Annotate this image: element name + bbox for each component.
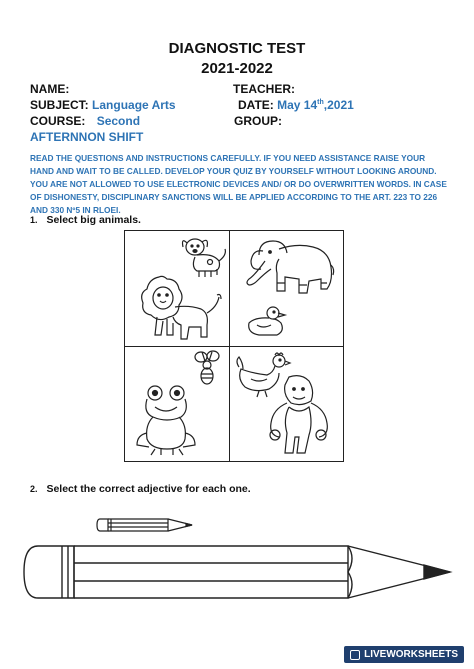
long-pencil-image[interactable] <box>22 538 456 608</box>
question-2-number: 2. <box>30 484 38 494</box>
shift-text: AFTERNNON SHIFT <box>30 130 144 144</box>
liveworksheets-mark-icon <box>350 650 360 660</box>
teacher-field <box>233 82 295 96</box>
group-field <box>234 114 282 128</box>
test-title: DIAGNOSTIC TEST <box>168 40 306 57</box>
grid-divider-horizontal <box>125 346 343 347</box>
question-1 <box>30 214 141 226</box>
school-year: 2021-2022 <box>201 60 273 77</box>
date-value-main: May 14 <box>277 98 318 112</box>
animal-grid <box>124 230 344 462</box>
pencil-long-icon <box>22 538 456 608</box>
subject-field <box>30 98 176 112</box>
date-value-year: ,2021 <box>323 98 354 112</box>
course-value: Second <box>96 114 141 128</box>
subject-label: SUBJECT: <box>30 98 89 112</box>
subject-value: Language Arts <box>92 98 176 112</box>
liveworksheets-logo[interactable] <box>344 646 464 663</box>
pencil-short-icon <box>96 514 198 536</box>
frog-icon <box>131 383 203 457</box>
date-value-sup: th <box>317 99 324 106</box>
bee-icon <box>191 349 225 387</box>
question-2-text: Select the correct adjective for each one. <box>46 483 251 495</box>
lion-icon <box>129 273 225 343</box>
course-label: COURSE: <box>30 114 86 128</box>
date-label: DATE: <box>238 98 274 112</box>
teacher-label: TEACHER: <box>233 82 295 96</box>
duck-icon <box>245 305 289 339</box>
course-field <box>30 114 140 128</box>
gorilla-image[interactable] <box>261 373 337 457</box>
question-1-text: Select big animals. <box>46 214 141 226</box>
elephant-icon <box>235 235 339 301</box>
name-label: NAME: <box>30 82 70 96</box>
gorilla-icon <box>261 373 337 457</box>
question-2 <box>30 483 251 495</box>
frog-image[interactable] <box>131 383 203 457</box>
group-label: GROUP: <box>234 114 282 128</box>
liveworksheets-brand: LIVEWORKSHEETS <box>364 649 458 660</box>
date-value <box>277 98 354 112</box>
short-pencil-image[interactable] <box>96 514 198 536</box>
duck-image[interactable] <box>245 305 289 339</box>
date-field <box>238 98 354 112</box>
lion-image[interactable] <box>129 273 225 343</box>
name-field <box>30 82 69 96</box>
bee-image[interactable] <box>191 349 225 387</box>
question-1-number: 1. <box>30 215 38 225</box>
elephant-image[interactable] <box>235 235 339 301</box>
instructions-text: READ THE QUESTIONS AND INSTRUCTIONS CAREFULLY. IF YOU NEED ASSISTANCE RAISE YOUR HAND AND WAIT TO BE CALLED. DEVELOP YOUR QUIZ BY YOURSELF WITHOUT LOOKING AROUND. YOU ARE NOT ALLOWED TO USE ELECTRONIC DEVICES AND/ OR DO OVERWRITTEN WORDS. IN CASE OF DISHONESTY, DISCIPLINARY SANCTIONS WILL BE APPLIED ACCORDING TO THE ART. 223 TO 226 AND 330 Nº5 IN RLOEI. <box>30 153 447 215</box>
